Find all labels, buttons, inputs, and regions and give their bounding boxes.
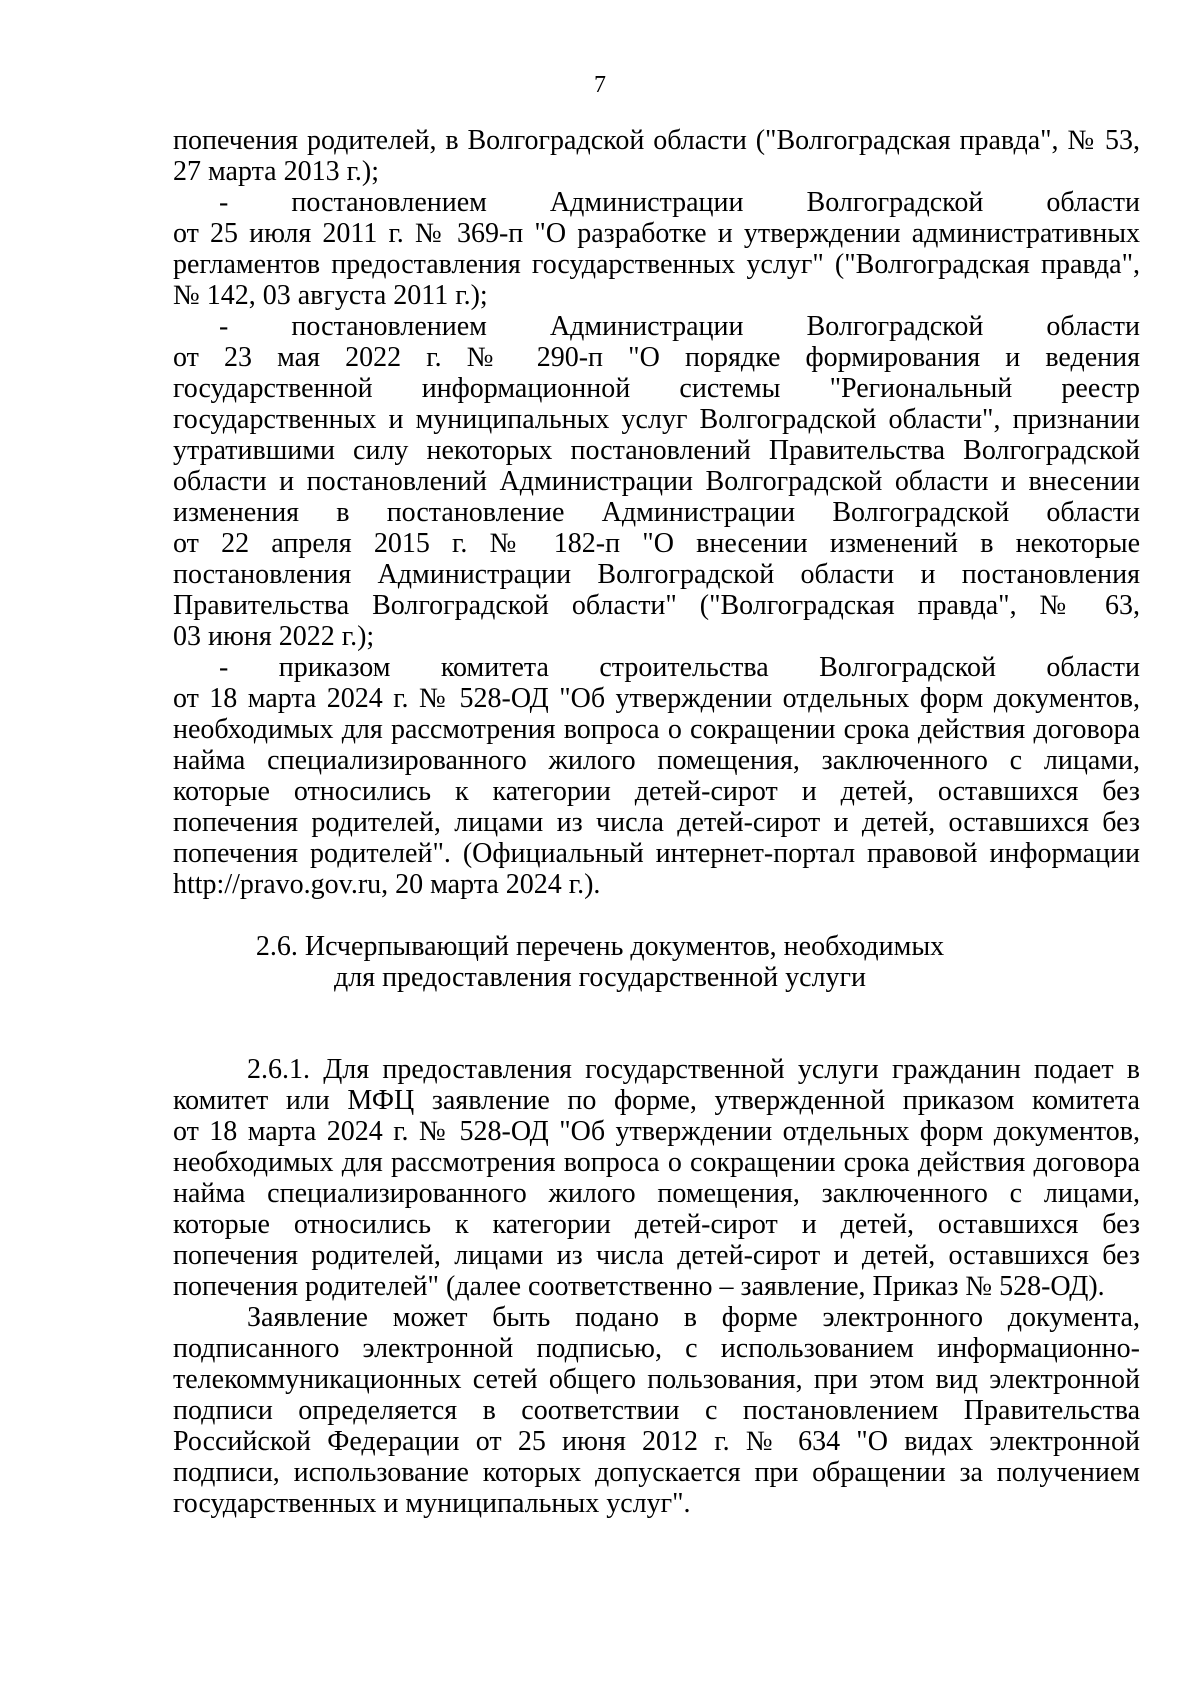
text-line: 03 июня 2022 г.);: [173, 621, 375, 652]
text-line: от 22 апреля 2015 г. № 182-п "О внесении изменений в некоторые: [173, 528, 1140, 559]
text-line: попечения родителей, лицами из числа детей-сирот и детей, оставшихся без: [173, 1240, 1140, 1271]
text-line: подписанного электронной подписью, с использованием информационно-: [173, 1333, 1140, 1364]
text-line: Правительства Волгоградской области" ("Волгоградская правда", № 63,: [173, 590, 1140, 621]
paragraph-first-line: Заявление может быть подано в форме электронного документа,: [247, 1302, 1140, 1333]
text-line: государственной информационной системы "Региональный реестр: [173, 373, 1140, 404]
text-line: которые относились к категории детей-сирот и детей, оставшихся без: [173, 776, 1140, 807]
text-line: найма специализированного жилого помещения, заключенного с лицами,: [173, 745, 1140, 776]
text-line: регламентов предоставления государственных услуг" ("Волгоградская правда",: [173, 249, 1140, 280]
text-line: государственных и муниципальных услуг Волгоградской области", признании: [173, 404, 1140, 435]
text-line: подписи определяется в соответствии с постановлением Правительства: [173, 1395, 1140, 1426]
paragraph-first-line: 2.6.1. Для предоставления государственной услуги гражданин подает в: [247, 1054, 1140, 1085]
text-line: от 25 июля 2011 г. № 369-п "О разработке и утверждении административных: [173, 218, 1140, 249]
text-line: найма специализированного жилого помещения, заключенного с лицами,: [173, 1178, 1140, 1209]
text-line: подписи, использование которых допускается при обращении за получением: [173, 1457, 1140, 1488]
text-line: телекоммуникационных сетей общего пользования, при этом вид электронной: [173, 1364, 1140, 1395]
list-item-line: - приказом комитета строительства Волгоградской области: [219, 652, 1140, 683]
text-line: которые относились к категории детей-сирот и детей, оставшихся без: [173, 1209, 1140, 1240]
text-line: http://pravo.gov.ru, 20 марта 2024 г.).: [173, 869, 601, 900]
text-line: необходимых для рассмотрения вопроса о сокращении срока действия договора: [173, 714, 1140, 745]
text-line: постановления Администрации Волгоградской области и постановления: [173, 559, 1140, 590]
text-line: № 142, 03 августа 2011 г.);: [173, 280, 488, 311]
text-line: от 18 марта 2024 г. № 528-ОД "Об утверждении отдельных форм документов,: [173, 1116, 1140, 1147]
section-heading: для предоставления государственной услуги: [333, 962, 867, 993]
list-item-line: - постановлением Администрации Волгоградской области: [219, 311, 1140, 342]
text-line: области и постановлений Администрации Волгоградской области и внесении: [173, 466, 1140, 497]
text-line: 27 марта 2013 г.);: [173, 156, 380, 187]
text-line: попечения родителей, лицами из числа детей-сирот и детей, оставшихся без: [173, 807, 1140, 838]
section-heading: 2.6. Исчерпывающий перечень документов, необходимых: [255, 931, 945, 962]
text-line: от 23 мая 2022 г. № 290-п "О порядке формирования и ведения: [173, 342, 1140, 373]
text-line: Российской Федерации от 25 июня 2012 г. № 634 "О видах электронной: [173, 1426, 1140, 1457]
text-line: комитет или МФЦ заявление по форме, утвержденной приказом комитета: [173, 1085, 1140, 1116]
list-item-line: - постановлением Администрации Волгоградской области: [219, 187, 1140, 218]
text-line: необходимых для рассмотрения вопроса о сокращении срока действия договора: [173, 1147, 1140, 1178]
text-line: от 18 марта 2024 г. № 528-ОД "Об утверждении отдельных форм документов,: [173, 683, 1140, 714]
text-line: изменения в постановление Администрации Волгоградской области: [173, 497, 1140, 528]
text-line: государственных и муниципальных услуг".: [173, 1488, 691, 1519]
text-line: утратившими силу некоторых постановлений Правительства Волгоградской: [173, 435, 1140, 466]
text-line: попечения родителей, в Волгоградской области ("Волгоградская правда", № 53,: [173, 125, 1140, 156]
text-line: попечения родителей". (Официальный интернет-портал правовой информации: [173, 838, 1140, 869]
page-number: 7: [594, 72, 606, 98]
text-line: попечения родителей" (далее соответственно – заявление, Приказ № 528-ОД).: [173, 1271, 1105, 1302]
